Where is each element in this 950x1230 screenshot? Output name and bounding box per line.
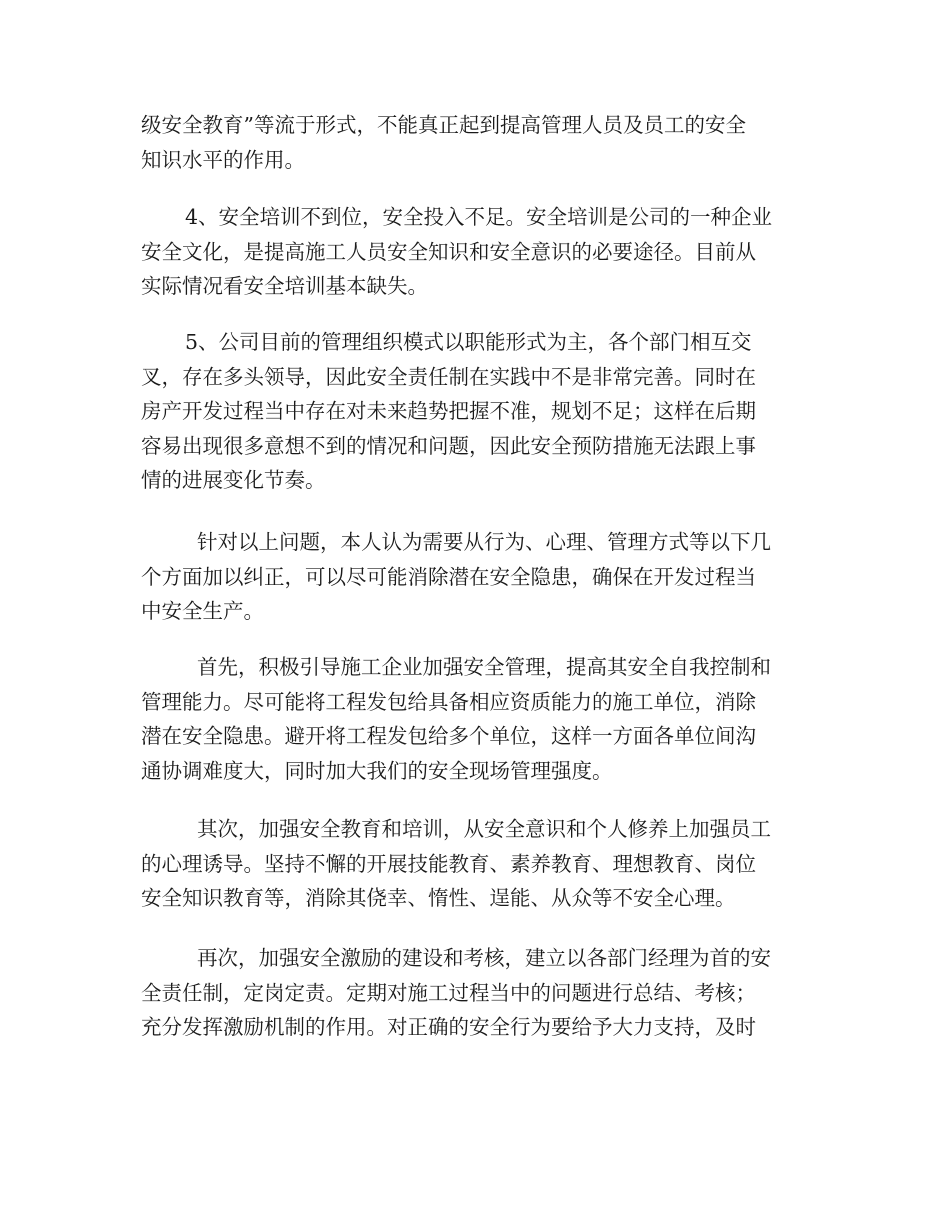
text-line: 针对以上问题，本人认为需要从行为、心理、管理方式等以下几 <box>197 530 771 554</box>
paragraph-item-5 <box>141 325 809 498</box>
text-line: 充分发挥激励机制的作用。对正确的安全行为要给予大力支持，及时 <box>141 1015 756 1039</box>
text-line: 管理能力。尽可能将工程发包给具备相应资质能力的施工单位，消除 <box>141 689 756 714</box>
text-line: 安全文化，是提高施工人员安全知识和安全意识的必要途径。目前从 <box>141 239 756 264</box>
paragraph-first-measure <box>141 650 809 788</box>
text-line: 全责任制，定岗定责。定期对施工过程当中的问题进行总结、考核； <box>141 980 756 1005</box>
text-line: 知识水平的作用。 <box>141 147 305 172</box>
paragraph-continuation <box>141 108 809 177</box>
text-line: 通协调难度大，同时加大我们的安全现场管理强度。 <box>141 758 613 783</box>
text-line: 4、安全培训不到位，安全投入不足。安全培训是公司的一种企业 <box>185 205 773 229</box>
text-line: 安全知识教育等，消除其侥幸、惰性、逞能、从众等不安全心理。 <box>141 886 736 910</box>
text-line: 潜在安全隐患。避开将工程发包给多个单位，这样一方面各单位间沟 <box>141 724 756 748</box>
text-line: 实际情况看安全培训基本缺失。 <box>141 274 428 298</box>
text-line: 叉，存在多头领导，因此安全责任制在实践中不是非常完善。同时在 <box>141 364 756 389</box>
text-line: 级安全教育”等流于形式，不能真正起到提高管理人员及员工的安全 <box>141 113 746 137</box>
paragraph-second-measure <box>141 812 809 916</box>
paragraph-item-4 <box>141 200 809 304</box>
text-line: 首先，积极引导施工企业加强安全管理，提高其安全自我控制和 <box>197 655 771 679</box>
text-line: 其次，加强安全教育和培训，从安全意识和个人修养上加强员工 <box>197 817 771 841</box>
text-line: 房产开发过程当中存在对未来趋势把握不准，规划不足；这样在后期 <box>141 399 756 423</box>
text-line: 中安全生产。 <box>141 599 264 623</box>
text-line: 情的进展变化节奏。 <box>141 468 326 492</box>
text-line: 容易出现很多意想不到的情况和问题，因此安全预防措施无法跟上事 <box>141 433 756 458</box>
paragraph-analysis <box>141 525 809 629</box>
text-line: 5、公司目前的管理组织模式以职能形式为主，各个部门相互交 <box>185 330 752 354</box>
text-line: 再次，加强安全激励的建设和考核，建立以各部门经理为首的安 <box>197 946 771 970</box>
text-line: 的心理诱导。坚持不懈的开展技能教育、素养教育、理想教育、岗位 <box>141 851 756 876</box>
text-line: 个方面加以纠正，可以尽可能消除潜在安全隐患，确保在开发过程当 <box>141 564 756 589</box>
paragraph-third-measure <box>141 941 809 1045</box>
